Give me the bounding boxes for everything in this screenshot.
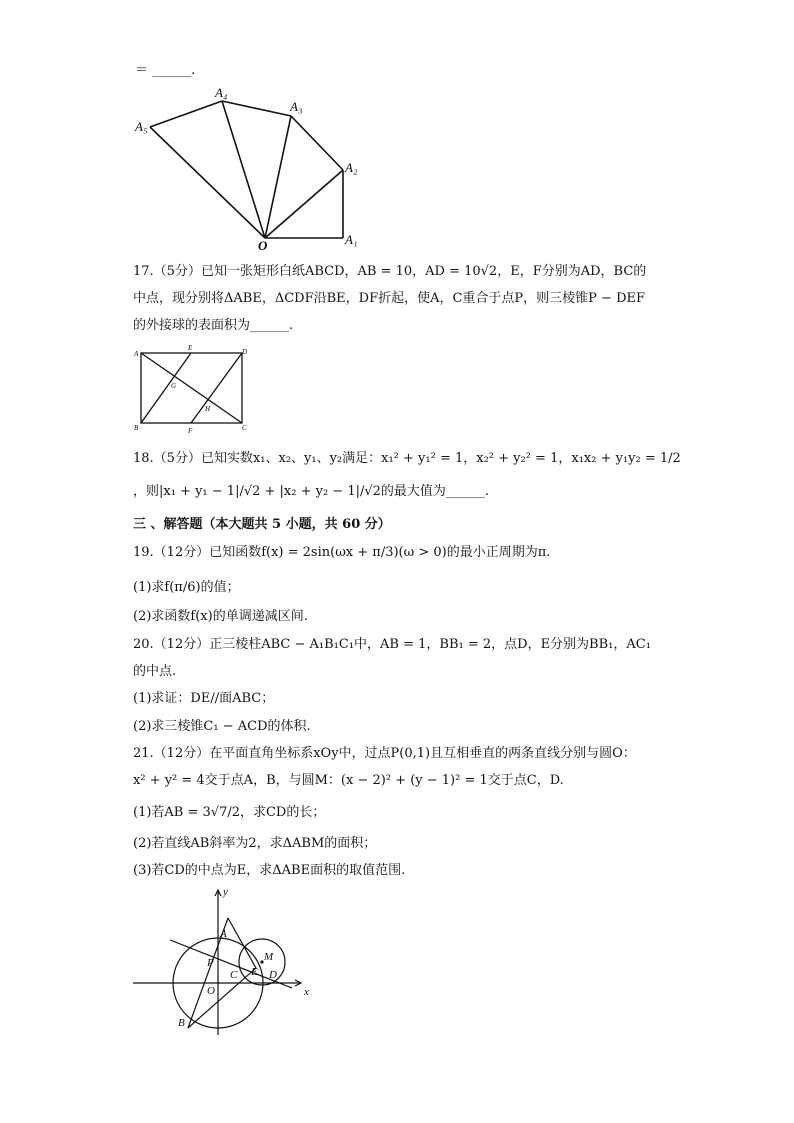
q19-stem: 19.（12分）已知函数f(x) = 2sin(ωx + π/3)(ω > 0)的最小正周期为π. [133,545,551,560]
q19-part2: (2)求函数f(x)的单调递减区间. [133,609,308,624]
label-M: M [264,951,274,963]
label-A2: A₂ [345,160,358,175]
label-A3: A₃ [290,99,303,114]
label-P: P [207,957,214,969]
label-E: E [188,344,193,352]
q18-line1: 18.（5分）已知实数x₁、x₂、y₁、y₂满足：x₁² + y₁² = 1，x₂² + y₂² = 1，x₁x₂ + y₁y₂ = 1/2 [133,451,681,466]
label-y: y [223,886,228,898]
q20-part1: (1)求证：DE//面ABC； [133,691,275,706]
label-O: O [258,238,268,253]
q17-line1: 17.（5分）已知一张矩形白纸ABCD，AB = 10，AD = 10√2，E，F分别为AD，BC的 [133,264,647,279]
label-H: H [205,405,211,413]
label-F: F [188,427,193,435]
q17-line3: 的外接球的表面积为______. [133,318,294,333]
figure-circles-coordinate [128,880,328,1040]
section-3-heading: 三 、解答题（本大题共 5 小题，共 60 分） [133,517,391,532]
label-D: D [242,348,248,356]
q21-line2: x² + y² = 4交于点A，B，与圆M：(x − 2)² + (y − 1)² = 1交于点C，D. [133,773,564,788]
label-B: B [134,424,139,432]
answer-blank-fragment: ＝ ______. [135,63,196,78]
figure-fan-triangles [130,85,370,255]
label-A4: A₄ [215,85,228,100]
label-A5: A₅ [135,119,148,134]
label-C: C [230,969,238,981]
q20-line2: 的中点. [133,664,177,679]
label-A1: A₁ [345,232,358,247]
q18-line2: ，则|x₁ + y₁ − 1|/√2 + |x₂ + y₂ − 1|/√2的最大值为______. [133,484,490,499]
figure-rectangle-fold [132,344,252,436]
q19-part1: (1)求f(π/6)的值； [133,580,240,595]
label-A: A [134,350,139,358]
label-D: D [269,969,277,981]
label-O: O [207,985,215,997]
label-G: G [171,382,177,390]
label-C: C [242,424,247,432]
q17-line2: 中点，现分别将ΔABE，ΔCDF沿BE，DF折起，使A，C重合于点P，则三棱锥P − DEF [133,291,646,306]
label-B: B [178,1017,185,1029]
label-E: E [251,966,258,978]
q20-part2: (2)求三棱锥C₁ − ACD的体积. [133,719,311,734]
q21-part2: (2)若直线AB斜率为2，求ΔABM的面积； [133,836,377,851]
q21-part1: (1)若AB = 3√7/2，求CD的长； [133,805,326,820]
label-x: x [304,986,309,998]
q21-part3: (3)若CD的中点为E，求ΔABE面积的取值范围. [133,863,406,878]
q21-line1: 21.（12分）在平面直角坐标系xOy中，过点P(0,1)且互相垂直的两条直线分别与圆O： [133,746,636,761]
q20-line1: 20.（12分）正三棱柱ABC − A₁B₁C₁中，AB = 1，BB₁ = 2，点D，E分别为BB₁，AC₁ [133,637,651,652]
label-A: A [220,928,227,940]
